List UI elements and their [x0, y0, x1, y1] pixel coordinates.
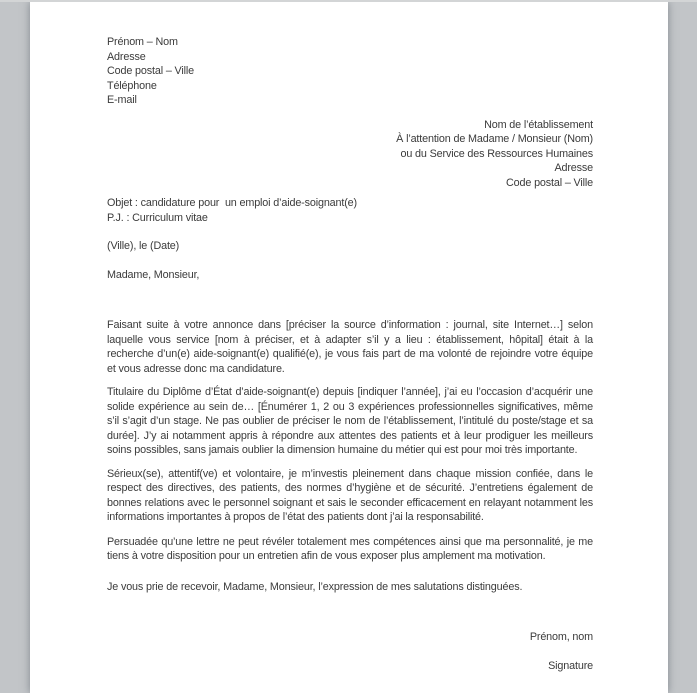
closing-line: Je vous prie de recevoir, Madame, Monsieur, l’expression de mes salutations distinguées. — [107, 580, 523, 593]
signature-label: Signature — [548, 659, 593, 672]
body-paragraph-4: Persuadée qu’une lettre ne peut révéler totalement mes compétences ainsi que ma personnalité, je me tiens à votre disposition pour un entretien afin de vous exposer plus amplement ma motivation. — [107, 535, 593, 562]
letter-content — [30, 2, 668, 673]
sender-address-line: Adresse — [107, 50, 146, 63]
date-line: (Ville), le (Date) — [107, 240, 180, 252]
sender-name-line: Prénom – Nom — [107, 36, 178, 48]
recipient-attention-line: À l’attention de Madame / Monsieur (Nom) — [396, 133, 593, 145]
recipient-block — [107, 118, 593, 191]
sender-email-line: E-mail — [107, 94, 137, 106]
recipient-postal-line: Code postal – Ville — [506, 176, 593, 189]
body-paragraph-3: Sérieux(se), attentif(ve) et volontaire, je m’investis pleinement dans chaque mission confiée, dans le respect des directives, des patients, des normes d’hygiène et de sécurité. J’entretiens également de bonnes relations avec le personnel soignant et sais le seconder efficacement en relayant notamment les informations importantes à propos de l’état des patients dont j’ai la responsabilité. — [107, 467, 593, 523]
top-divider — [0, 0, 697, 2]
sender-block — [107, 35, 593, 108]
recipient-address-line: Adresse — [554, 162, 593, 174]
recipient-establishment-line: Nom de l’établissement — [484, 118, 593, 131]
body-paragraph-1: Faisant suite à votre annonce dans [préciser la source d’information : journal, site Internet…] selon laquelle vous service [nom à préciser, et à adapter s’il y a lieu : établissement, hôpital] était à la recherche d’un(e) aide-soignant(e) qualifié(e), je vous fais part de ma volonté de rejoindre votre équipe et vous adresse donc ma candidature. — [107, 319, 593, 375]
sender-phone-line: Téléphone — [107, 79, 157, 92]
signoff-name: Prénom, nom — [529, 631, 593, 643]
salutation-line: Madame, Monsieur, — [107, 268, 200, 281]
attachment-line: P.J. : Curriculum vitae — [107, 211, 208, 224]
subject-block — [107, 196, 593, 225]
recipient-service-line: ou du Service des Ressources Humaines — [400, 147, 593, 160]
sender-postal-line: Code postal – Ville — [107, 65, 194, 77]
letter-page — [30, 2, 668, 693]
body-paragraph-2: Titulaire du Diplôme d’État d’aide-soignant(e) depuis [indiquer l’année], j’ai eu l’occasion d’acquérir une solide expérience au sein de… [Énumérer 1, 2 ou 3 expériences professionnelles significatives, même s’il s’agit d’un stage. Ne pas oublier de préciser le nom de l’établissement, l’intitulé du poste/stage et sa durée]. J’y ai notamment appris à répondre aux attentes des patients et à leur prodiguer les meilleurs soins possibles, sans jamais oublier la dimension humaine du métier qui est pour moi très importante. — [107, 386, 593, 456]
subject-line: Objet : candidature pour un emploi d’aide-soignant(e) — [107, 197, 357, 209]
